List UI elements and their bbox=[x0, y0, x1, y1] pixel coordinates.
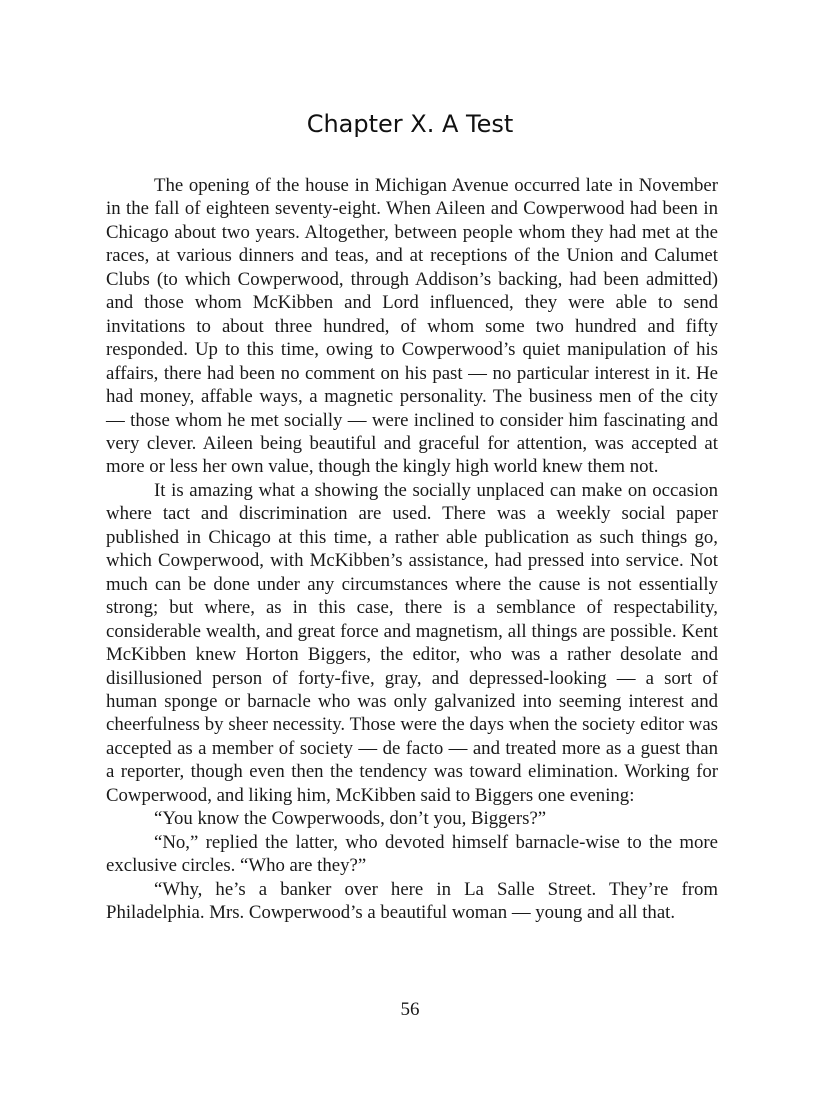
paragraph: “No,” replied the latter, who devoted himself barnacle-wise to the more exclusive circles. “Who are they?” bbox=[106, 831, 718, 877]
paragraph: “Why, he’s a banker over here in La Salle Street. They’re from Philadelphia. Mrs. Cowperwood’s a beautiful woman — young and all that. bbox=[106, 878, 718, 924]
chapter-title: Chapter X. A Test bbox=[306, 110, 514, 138]
paragraph: It is amazing what a showing the socially unplaced can make on occasion where tact and discrimination are used. There was a weekly social paper published in Chicago at this time, a rather able publication as such things go, which Cowperwood, with McKibben’s assistance, had pressed into service. Not much can be done under any circumstances where the cause is not essentially strong; but where, as in this case, there is a semblance of respectability, considerable wealth, and great force and magnetism, all things are possible. Kent McKibben knew Horton Biggers, the editor, who was a rather desolate and disillusioned person of forty-five, gray, and depressed-looking — a sort of human sponge or barnacle who was only galvanized into seeming interest and cheerfulness by sheer necessity. Those were the days when the society editor was accepted as a member of society — de facto — and treated more as a guest than a reporter, though even then the tendency was toward elimination. Working for Cowperwood, and liking him, McKibben said to Biggers one evening: bbox=[106, 479, 718, 806]
paragraph: The opening of the house in Michigan Avenue occurred late in November in the fall of eighteen seventy-eight. When Aileen and Cowperwood had been in Chicago about two years. Altogether, between people whom they had met at the races, at various dinners and teas, and at receptions of the Union and Calumet Clubs (to which Cowperwood, through Addison’s backing, had been admitted) and those whom McKibben and Lord influenced, they were able to send invitations to about three hundred, of whom some two hundred and fifty responded. Up to this time, owing to Cowperwood’s quiet manipulation of his affairs, there had been no comment on his past — no particular interest in it. He had money, affable ways, a magnetic personality. The business men of the city — those whom he met socially — were inclined to consider him fascinating and very clever. Aileen being beautiful and graceful for attention, was accepted at more or less her own value, though the kingly high world knew them not. bbox=[106, 175, 718, 478]
page-number: 56 bbox=[400, 999, 420, 1020]
chapter-body bbox=[106, 174, 718, 925]
paragraph: “You know the Cowperwoods, don’t you, Biggers?” bbox=[154, 808, 547, 830]
